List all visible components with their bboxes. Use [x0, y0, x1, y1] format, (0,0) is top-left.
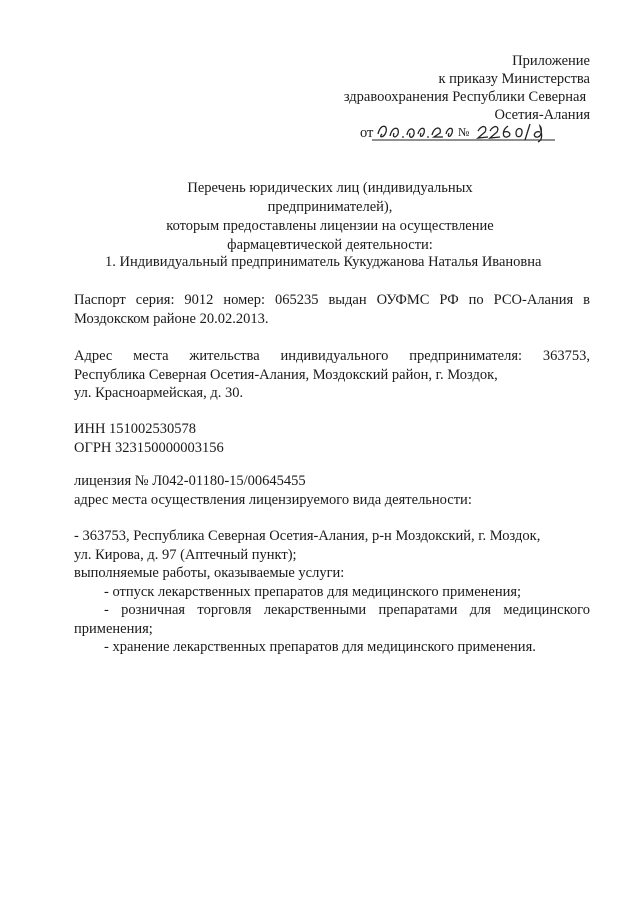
address-paragraph	[74, 347, 590, 403]
inn-line: ИНН 151002530578	[74, 421, 197, 437]
appendix-line-3: здравоохранения Республики Северная	[343, 89, 587, 105]
license-block	[74, 472, 590, 509]
address-line-2: Республика Северная Осетия-Алания, Моздокский район, г. Моздок,	[74, 366, 498, 383]
work-item-2-line-1: - розничная торговля лекарственными препаратами для медицинского	[104, 602, 590, 618]
list-title	[140, 179, 520, 255]
passport-line-2: Моздокском районе 20.02.2013.	[74, 310, 269, 327]
appendix-header	[330, 52, 600, 144]
passport-paragraph	[74, 291, 590, 328]
work-item-1: - отпуск лекарственных препаратов для медицинского применения;	[104, 583, 522, 600]
address-line-3: ул. Красноармейская, д. 30.	[74, 385, 244, 401]
place-line-2: ул. Кирова, д. 97 (Аптечный пункт);	[74, 546, 297, 563]
order-date-number	[330, 124, 600, 144]
ogrn-line: ОГРН 323150000003156	[74, 439, 224, 456]
entry-heading: 1. Индивидуальный предприниматель Кукуджанова Наталья Ивановна	[105, 254, 542, 270]
appendix-line-1: Приложение	[512, 53, 590, 69]
svg-text:№: №	[458, 125, 470, 139]
appendix-line-4: Осетия-Алания	[494, 107, 590, 123]
passport-line-1: Паспорт серия: 9012 номер: 065235 выдан ОУФМС РФ по РСО-Алания в	[74, 292, 590, 308]
handwritten-order-ref	[370, 118, 570, 144]
registration-numbers	[74, 420, 590, 457]
from-label: от	[360, 125, 374, 141]
appendix-line-2: к приказу Министерства	[438, 71, 590, 87]
work-item-2-line-2: применения;	[74, 620, 153, 637]
list-title-line-1: Перечень юридических лиц (индивидуальных предпринимателей),	[187, 180, 473, 215]
list-title-line-2: которым предоставлены лицензии на осуществление	[166, 218, 494, 234]
works-label: выполняемые работы, оказываемые услуги:	[74, 565, 345, 581]
license-address-label: адрес места осуществления лицензируемого вида деятельности:	[74, 491, 472, 508]
place-line-1: - 363753, Республика Северная Осетия-Алания, р-н Моздокский, г. Моздок,	[74, 528, 541, 544]
license-number: лицензия № Л042-01180-15/00645455	[74, 473, 306, 489]
activity-block	[74, 527, 590, 657]
address-line-1: Адрес места жительства индивидуального предпринимателя: 363753,	[74, 348, 590, 364]
list-title-line-3: фармацевтической деятельности:	[227, 237, 433, 253]
work-item-3: - хранение лекарственных препаратов для медицинского применения.	[104, 639, 536, 655]
